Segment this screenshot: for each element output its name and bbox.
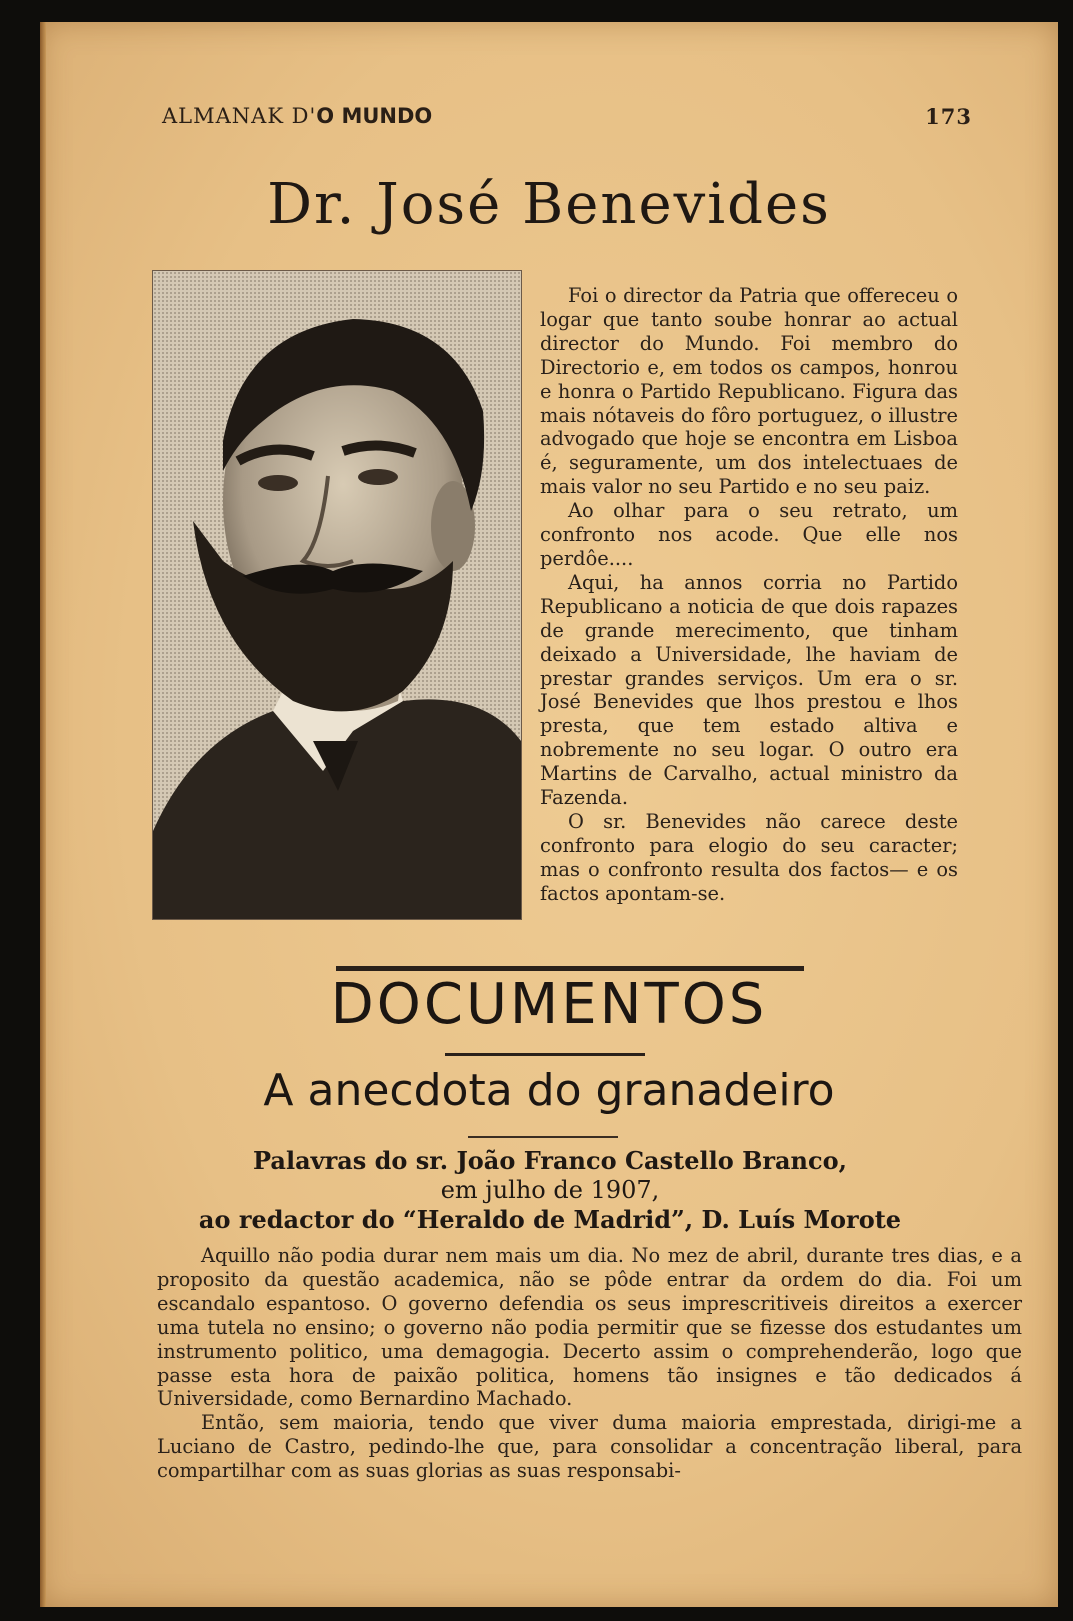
article-paragraph: Ao olhar para o seu retrato, um confronto nos acode. Que elle nos perdôe.... xyxy=(540,499,958,570)
byline xyxy=(100,1146,1000,1235)
page-number: 173 xyxy=(925,104,972,129)
article-body xyxy=(540,284,958,906)
book-page xyxy=(40,22,1058,1607)
subtitle-divider xyxy=(468,1136,618,1138)
section-divider xyxy=(336,966,804,971)
article-title: Dr. José Benevides xyxy=(267,172,831,237)
byline-line-1: Palavras do sr. João Franco Castello Branco, xyxy=(253,1146,847,1175)
article-paragraph: Aqui, ha annos corria no Partido Republicano a noticia de que dois rapazes de grande merecimento, que tinham deixado a Universidade, lhe haviam de prestar grandes serviços. Um era o sr. José Benevides que lhos prestou e lhos presta, que tem estado altiva e nobremente no seu logar. O outro era Martins de Carvalho, actual ministro da Fazenda. xyxy=(540,570,958,810)
publication-title: ALMANAK D'O MUNDO xyxy=(162,104,433,128)
document-body xyxy=(157,1244,1022,1483)
byline-line-3: ao redactor do “Heraldo de Madrid”, D. Luís Morote xyxy=(198,1205,902,1234)
page-spine-edge xyxy=(40,22,46,1607)
document-paragraph: Aquillo não podia durar nem mais um dia. No mez de abril, durante tres dias, e a proposito da questão academica, não se pôde entrar da ordem do dia. Foi um escandalo espantoso. O governo defendia os seus imprescritiveis direitos a exercer uma tutela no ensino; o governo não podia permitir que se fizesse dos estudantes um instrumento politico, uma demagogia. Decerto assim o comprehenderão, logo que passe esta hora de paixão politica, homens tão insignes e tão dedicados á Universidade, como Bernardino Machado. xyxy=(157,1244,1022,1411)
article-paragraph: Foi o director da Patria que offereceu o logar que tanto soube honrar ao actual director do Mundo. Foi membro do Directorio e, em todos os campos, honrou e honra o Partido Republicano. Figura das mais nótaveis do fôro portuguez, o illustre advogado que hoje se encontra em Lisboa é, seguramente, um dos intelectuaes de mais valor no seu Partido e no seu paiz. xyxy=(540,284,958,499)
section-heading: DOCUMENTOS xyxy=(330,972,768,1037)
portrait-engraving xyxy=(153,271,521,919)
section-subtitle: A anecdota do granadeiro xyxy=(263,1065,835,1116)
article-paragraph: O sr. Benevides não carece deste confronto para elogio do seu caracter; mas o confronto resulta dos factos— e os factos apontam-se. xyxy=(540,809,958,905)
byline-line-2: em julho de 1907, xyxy=(440,1175,660,1204)
running-head xyxy=(162,104,972,134)
portrait-photo xyxy=(152,270,522,920)
document-paragraph: Então, sem maioria, tendo que viver duma maioria emprestada, dirigi-me a Luciano de Castro, pedindo-lhe que, para consolidar a concentração liberal, para compartilhar com as suas glorias as suas responsabi- xyxy=(157,1411,1022,1483)
heading-divider xyxy=(445,1053,645,1056)
